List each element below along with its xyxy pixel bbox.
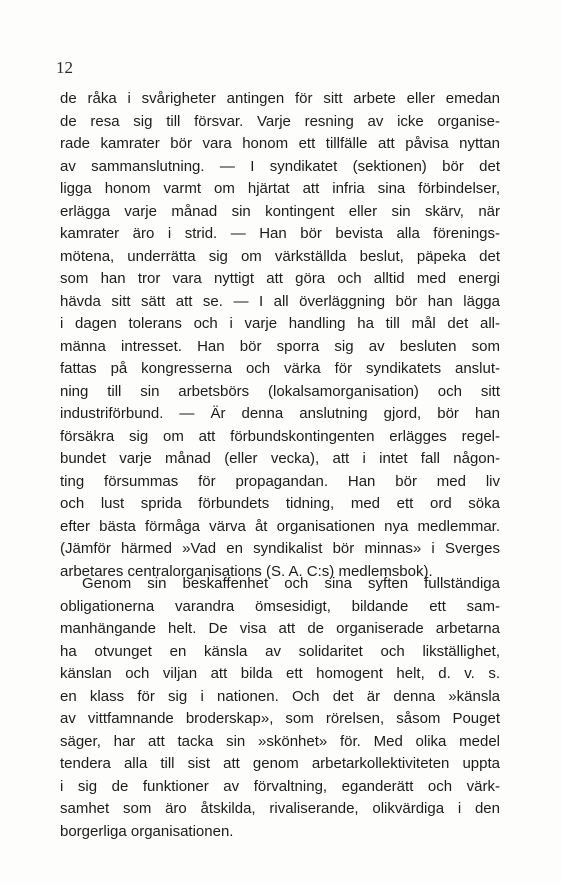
text-line: av sammanslutning. — I syndikatet (sektionen) bör det: [60, 157, 500, 175]
page-number: 12: [56, 58, 73, 77]
text-line: borgerliga organisationen.: [60, 822, 234, 840]
paragraph-continuation: [60, 88, 500, 583]
text-line: samhet som äro åtskilda, rivaliserande, olikvärdiga i den: [60, 800, 500, 817]
text-line: hävda sitt sätt att se. — I all överläggning bör han lägga: [60, 292, 500, 310]
text-line: obligationerna varandra ömsesidigt, bildande ett sam-: [60, 597, 500, 615]
text-line: ligga honom varmt om hjärtat att infria sina förbindelser,: [60, 180, 500, 197]
text-line: arbetares centralorganisations (S. A. C:s) medlemsbok).: [60, 562, 433, 580]
text-line: tendera alla till sist att genom arbetarkollektiviteten uppta: [60, 755, 500, 772]
text-line: Genom sin beskaffenhet och sina syften fullständiga: [82, 575, 500, 592]
text-line: fattas på kongresserna och värka för syndikatets anslut-: [60, 360, 500, 377]
paragraph: [60, 573, 500, 843]
text-line: rade kamrater bör vara honom ett tillfälle att påvisa nyttan: [60, 135, 500, 152]
text-line: känslan och viljan att bilda ett homogent helt, d. v. s.: [60, 665, 500, 682]
text-line: (Jämför härmed »Vad en syndikalist bör minnas» i Sverges: [60, 540, 500, 557]
text-line: mötena, underrätta sig om värkställda beslut, päpeka det: [60, 247, 500, 265]
text-line: efter bästa förmåga värva åt organisationen nya medlemmar.: [60, 517, 500, 535]
text-line: som han tror vara nyttigt att göra och alltid med energi: [60, 270, 500, 287]
text-line: de resa sig till försvar. Varje resning av icke organise-: [60, 112, 500, 130]
text-line: en klass för sig i nationen. Och det är denna »känsla: [60, 687, 500, 705]
text-line: de råka i svårigheter antingen för sitt arbete eller emedan: [60, 90, 500, 107]
text-line: ting försummas för propagandan. Han bör med liv: [60, 472, 500, 490]
text-line: ha otvunget en känsla av solidaritet och likställighet,: [60, 642, 500, 660]
text-line: erlägga varje månad sin kontingent eller sin skärv, när: [60, 202, 500, 220]
text-line: av vittfamnande broderskap», som rörelsen, såsom Pouget: [60, 710, 500, 727]
text-line: i sig de funktioner av förvaltning, eganderätt och värk-: [60, 777, 500, 795]
text-line: försäkra sig om att förbundskontingenten erlägges regel-: [60, 427, 500, 445]
text-line: männa intresset. Han bör sporra sig av besluten som: [60, 337, 500, 355]
text-line: manhängande helt. De visa att de organiserade arbetarna: [60, 620, 500, 637]
text-line: ning till sin arbetsbörs (lokalsamorganisation) och sitt: [60, 382, 500, 400]
text-line: i dagen tolerans och i varje handling ha till mål det all-: [60, 315, 500, 332]
text-line: kamrater äro i strid. — Han bör bevista alla förenings-: [60, 225, 500, 242]
text-line: bundet varje månad (eller vecka), att i intet fall någon-: [60, 450, 500, 467]
text-line: och lust sprida förbundets tidning, med ett ord söka: [60, 495, 500, 512]
text-line: industriförbund. — Är denna anslutning gjord, bör han: [60, 405, 500, 422]
text-line: säger, har att tacka sin »skönhet» för. Med olika medel: [60, 732, 500, 750]
